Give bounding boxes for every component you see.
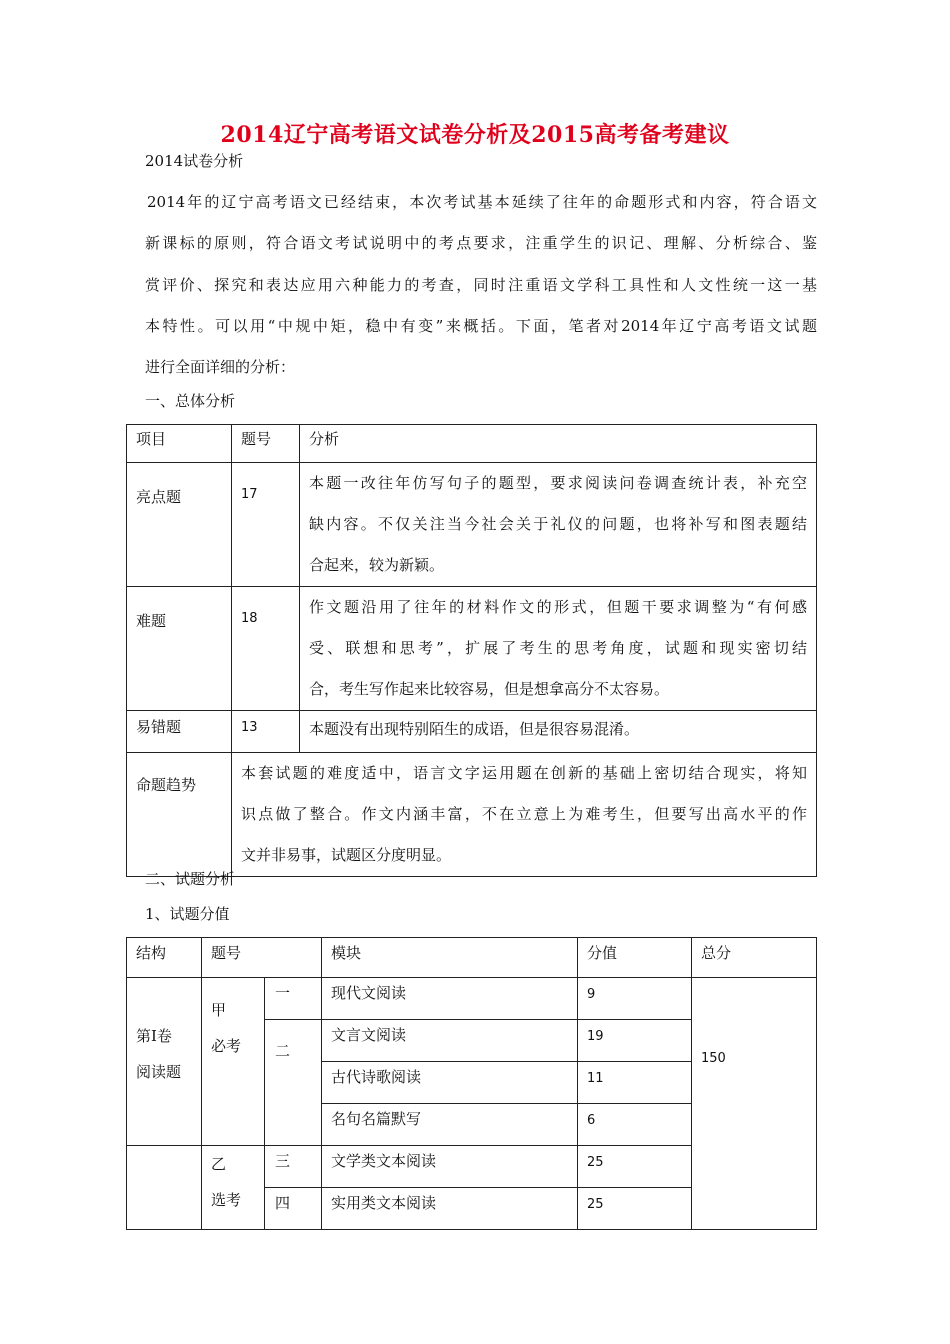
item-cell: 易错题 [127,711,232,753]
group-cell [202,978,265,1146]
question-number-cell: 18 [232,587,300,711]
intro-line: 2014年的辽宁高考语文已经结束，本次考试基本延续了往年的命题形式和内容，符合语文 [147,193,817,211]
part-label: 阅读题 [136,1063,182,1081]
table-row [127,463,817,587]
score-cell: 6 [578,1104,692,1146]
table-header-row [127,938,817,978]
intro-line: 进行全面详细的分析： [145,358,296,377]
table-row [127,711,817,753]
group-cell [202,1146,265,1230]
header-cell: 分值 [578,938,692,978]
part-label: 第Ⅰ卷 [136,1027,172,1045]
table-row [127,587,817,711]
document-title: 2014辽宁高考语文试卷分析及2015高考备考建议 [220,122,730,148]
overall-analysis-table [126,424,817,877]
score-cell: 11 [578,1062,692,1104]
analysis-cell [300,711,817,753]
header-cell: 总分 [692,938,817,978]
intro-line: 赏评价、探究和表达应用六种能力的考查，同时注重语文学科工具性和人文性统一这一基 [145,275,817,294]
analysis-line: 合，考生写作起来比较容易，但是想拿高分不太容易。 [309,680,670,698]
intro-line: 新课标的原则，符合语文考试说明中的考点要求，注重学生的识记、理解、分析综合、鉴 [145,234,817,253]
module-cell: 现代文阅读 [322,978,578,1020]
sub-number-cell: 二 [265,1020,322,1146]
sub-number-cell: 一 [265,978,322,1020]
trend-cell [232,753,817,877]
section-score-heading: 1、试题分值 [145,905,230,923]
group-label: 选考 [211,1191,242,1209]
module-cell: 名句名篇默写 [322,1104,578,1146]
question-number-cell: 17 [232,463,300,587]
trend-label-cell: 命题趋势 [127,753,232,877]
total-score-cell: 150 [692,978,817,1230]
header-cell: 题号 [202,938,322,978]
module-cell: 文言文阅读 [322,1020,578,1062]
part-cell [127,978,202,1146]
table-header-row [127,425,817,463]
trend-line: 文并非易事，试题区分度明显。 [241,846,452,864]
header-cell: 结构 [127,938,202,978]
trend-line: 本套试题的难度适中，语言文字运用题在创新的基础上密切结合现实，将知 [241,764,807,782]
analysis-cell [300,587,817,711]
group-label: 乙 [211,1155,227,1173]
score-table [126,937,817,1230]
item-cell: 亮点题 [127,463,232,587]
header-cell: 项目 [127,425,232,463]
analysis-line: 本题没有出现特别陌生的成语，但是很容易混淆。 [309,720,640,738]
intro-line: 本特性。可以用“中规中矩，稳中有变”来概括。下面，笔者对2014年辽宁高考语文试题 [145,316,817,335]
analysis-line: 本题一改往年仿写句子的题型，要求阅读问卷调查统计表，补充空 [309,474,807,492]
question-number-cell: 13 [232,711,300,753]
trend-line: 识点做了整合。作文内涵丰富，不在立意上为难考生，但要写出高水平的作 [241,805,807,823]
header-cell: 题号 [232,425,300,463]
table-row [127,978,817,1020]
analysis-line: 合起来，较为新颖。 [309,556,445,574]
analysis-line: 受、联想和思考”，扩展了考生的思考角度，试题和现实密切结 [309,639,807,657]
section-overall-heading: 一、总体分析 [145,392,236,410]
analysis-cell [300,463,817,587]
score-cell: 9 [578,978,692,1020]
group-label: 必考 [211,1037,242,1055]
intro-paragraph [145,182,817,388]
module-cell: 实用类文本阅读 [322,1188,578,1230]
module-cell: 古代诗歌阅读 [322,1062,578,1104]
score-cell: 25 [578,1188,692,1230]
part-cell-continued [127,1146,202,1230]
score-cell: 25 [578,1146,692,1188]
section-question-heading: 二、试题分析 [145,870,236,888]
section-intro-heading: 2014试卷分析 [145,152,244,170]
item-cell: 难题 [127,587,232,711]
table-row [127,753,817,877]
group-label: 甲 [211,1001,227,1019]
header-cell: 分析 [300,425,817,463]
score-cell: 19 [578,1020,692,1062]
analysis-line: 缺内容。不仅关注当今社会关于礼仪的问题，也将补写和图表题结 [309,515,807,533]
header-cell: 模块 [322,938,578,978]
analysis-line: 作文题沿用了往年的材料作文的形式，但题干要求调整为“有何感 [309,598,807,616]
module-cell: 文学类文本阅读 [322,1146,578,1188]
sub-number-cell: 三 [265,1146,322,1188]
sub-number-cell: 四 [265,1188,322,1230]
